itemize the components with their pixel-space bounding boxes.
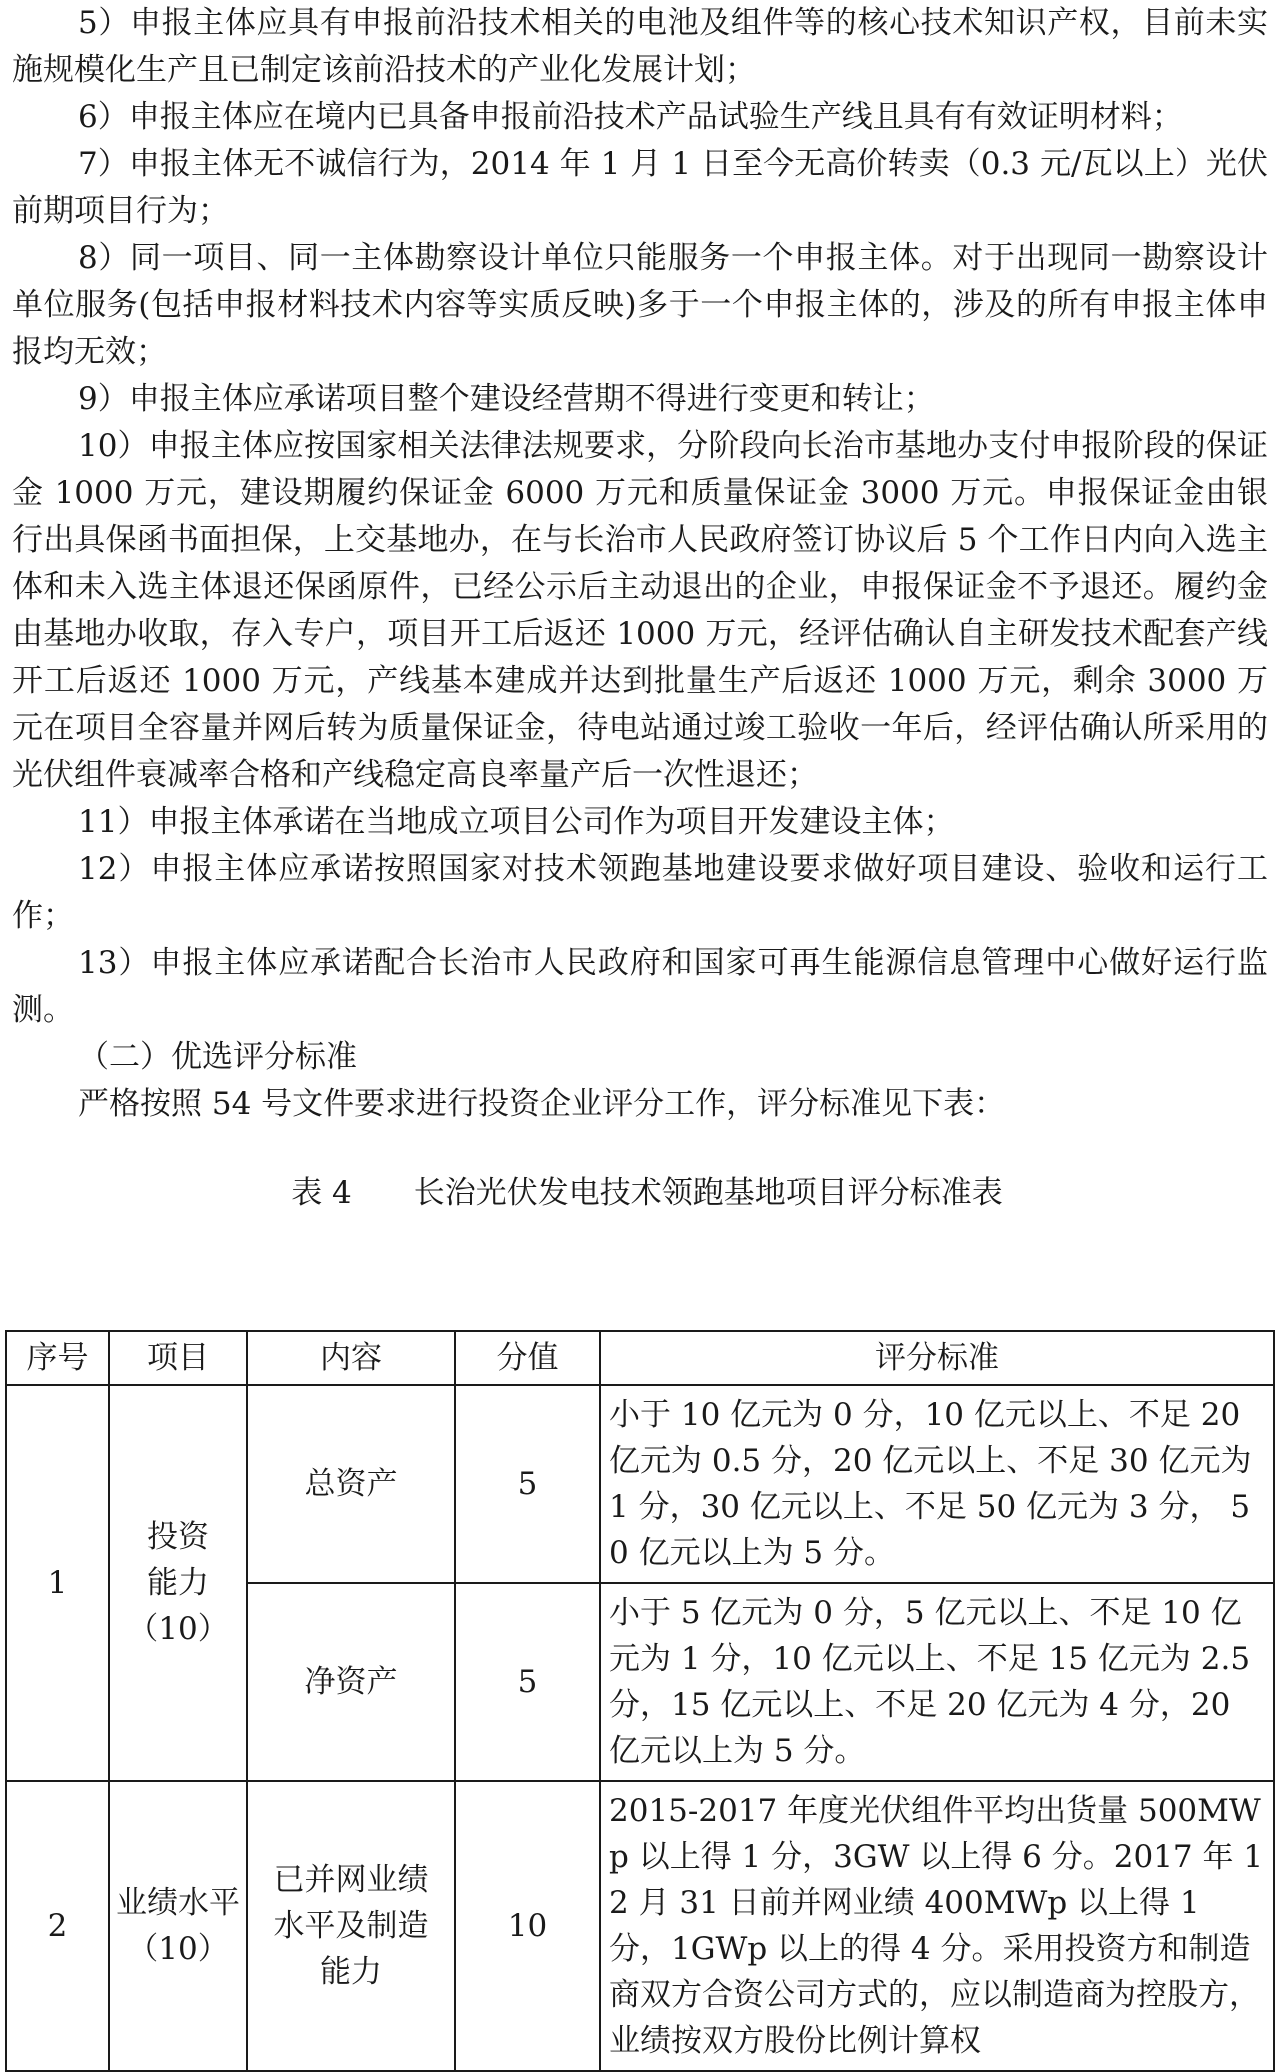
item-line: 业绩水平 bbox=[116, 1885, 240, 1921]
paragraph-item-6: 6）申报主体应在境内已具备申报前沿技术产品试验生产线且具有有效证明材料； bbox=[78, 99, 1183, 135]
section-heading: （二）优选评分标准 bbox=[78, 1039, 357, 1075]
item-line: （10） bbox=[127, 1611, 229, 1647]
header-seq: 序号 bbox=[6, 1331, 109, 1385]
header-score: 分值 bbox=[455, 1331, 600, 1385]
paragraph-item-5: 5）申报主体应具有申报前沿技术相关的电池及组件等的核心技术知识产权，目前未实施规模化生产且已制定该前沿技术的产业化发展计划； bbox=[12, 5, 1268, 88]
criteria-cell: 小于 10 亿元为 0 分，10 亿元以上、不足 20 亿元为 0.5 分，20 亿元以上、不足 30 亿元为 1 分，30 亿元以上、不足 50 亿元为 3 分， 50 亿元以上为 5 分。 bbox=[600, 1385, 1274, 1583]
table-row bbox=[6, 1385, 1274, 1583]
table-caption-title: 长治光伏发电技术领跑基地项目评分标准表 bbox=[413, 1175, 1003, 1211]
criteria-cell: 2015-2017 年度光伏组件平均出货量 500MWp 以上得 1 分，3GW 以上得 6 分。2017 年 12 月 31 日前并网业绩 400MWp 以上得 1 分，1GWp 以上的得 4 分。采用投资方和制造商双方合资公司方式的，应以制造商为控股方，业绩按双方股份比例计算权 bbox=[600, 1781, 1274, 2071]
item-line: （10） bbox=[127, 1931, 229, 1967]
table-header-row bbox=[6, 1331, 1274, 1385]
paragraph-item-8: 8）同一项目、同一主体勘察设计单位只能服务一个申报主体。对于出现同一勘察设计单位服务(包括申报材料技术内容等实质反映)多于一个申报主体的，涉及的所有申报主体申报均无效； bbox=[12, 240, 1268, 370]
header-criteria: 评分标准 bbox=[600, 1331, 1274, 1385]
item-line: 能力 bbox=[147, 1565, 209, 1601]
score-cell: 10 bbox=[455, 1781, 600, 2071]
item-cell bbox=[109, 1781, 247, 2071]
content-line: 能力 bbox=[320, 1954, 382, 1990]
content-cell: 净资产 bbox=[247, 1583, 455, 1781]
item-cell bbox=[109, 1385, 247, 1781]
content-line: 水平及制造 bbox=[273, 1908, 429, 1944]
paragraph-item-11: 11）申报主体承诺在当地成立项目公司作为项目开发建设主体； bbox=[78, 804, 955, 840]
criteria-cell: 小于 5 亿元为 0 分，5 亿元以上、不足 10 亿元为 1 分，10 亿元以上、不足 15 亿元为 2.5 分，15 亿元以上、不足 20 亿元为 4 分，20 亿元以上为 5 分。 bbox=[600, 1583, 1274, 1781]
score-cell: 5 bbox=[455, 1385, 600, 1583]
document-page bbox=[12, 0, 1268, 1217]
seq-cell: 1 bbox=[6, 1385, 109, 1781]
table-caption bbox=[12, 1170, 1268, 1217]
seq-cell: 2 bbox=[6, 1781, 109, 2071]
scoring-table bbox=[5, 1330, 1275, 2072]
header-content: 内容 bbox=[247, 1331, 455, 1385]
paragraph-item-12: 12）申报主体应承诺按照国家对技术领跑基地建设要求做好项目建设、验收和运行工作； bbox=[12, 851, 1268, 934]
paragraph-item-10: 10）申报主体应按国家相关法律法规要求，分阶段向长治市基地办支付申报阶段的保证金 1000 万元，建设期履约保证金 6000 万元和质量保证金 3000 万元。申报保证金由银行出具保函书面担保，上交基地办，在与长治市人民政府签订协议后 5 个工作日内向入选主体和未入选主体退还保函原件，已经公示后主动退出的企业，申报保证金不予退还。履约金由基地办收取，存入专户，项目开工后返还 1000 万元，经评估确认自主研发技术配套产线开工后返还 1000 万元，产线基本建成并达到批量生产后返还 1000 万元，剩余 3000 万元在项目全容量并网后转为质量保证金，待电站通过竣工验收一年后，经评估确认所采用的光伏组件衰减率合格和产线稳定高良率量产后一次性退还； bbox=[12, 428, 1268, 793]
paragraph-item-9: 9）申报主体应承诺项目整个建设经营期不得进行变更和转让； bbox=[78, 381, 935, 417]
intro-paragraph: 严格按照 54 号文件要求进行投资企业评分工作，评分标准见下表： bbox=[78, 1086, 1006, 1122]
table-caption-number: 表 4 bbox=[291, 1175, 352, 1211]
spacer bbox=[12, 1128, 1268, 1170]
header-item: 项目 bbox=[109, 1331, 247, 1385]
table-row bbox=[6, 1781, 1274, 2071]
paragraph-item-7: 7）申报主体无不诚信行为，2014 年 1 月 1 日至今无高价转卖（0.3 元/瓦以上）光伏前期项目行为； bbox=[12, 146, 1268, 229]
content-cell: 总资产 bbox=[247, 1385, 455, 1583]
score-cell: 5 bbox=[455, 1583, 600, 1781]
content-cell bbox=[247, 1781, 455, 2071]
paragraph-item-13: 13）申报主体应承诺配合长治市人民政府和国家可再生能源信息管理中心做好运行监测。 bbox=[12, 945, 1268, 1028]
content-line: 已并网业绩 bbox=[273, 1862, 429, 1898]
item-line: 投资 bbox=[147, 1519, 209, 1555]
